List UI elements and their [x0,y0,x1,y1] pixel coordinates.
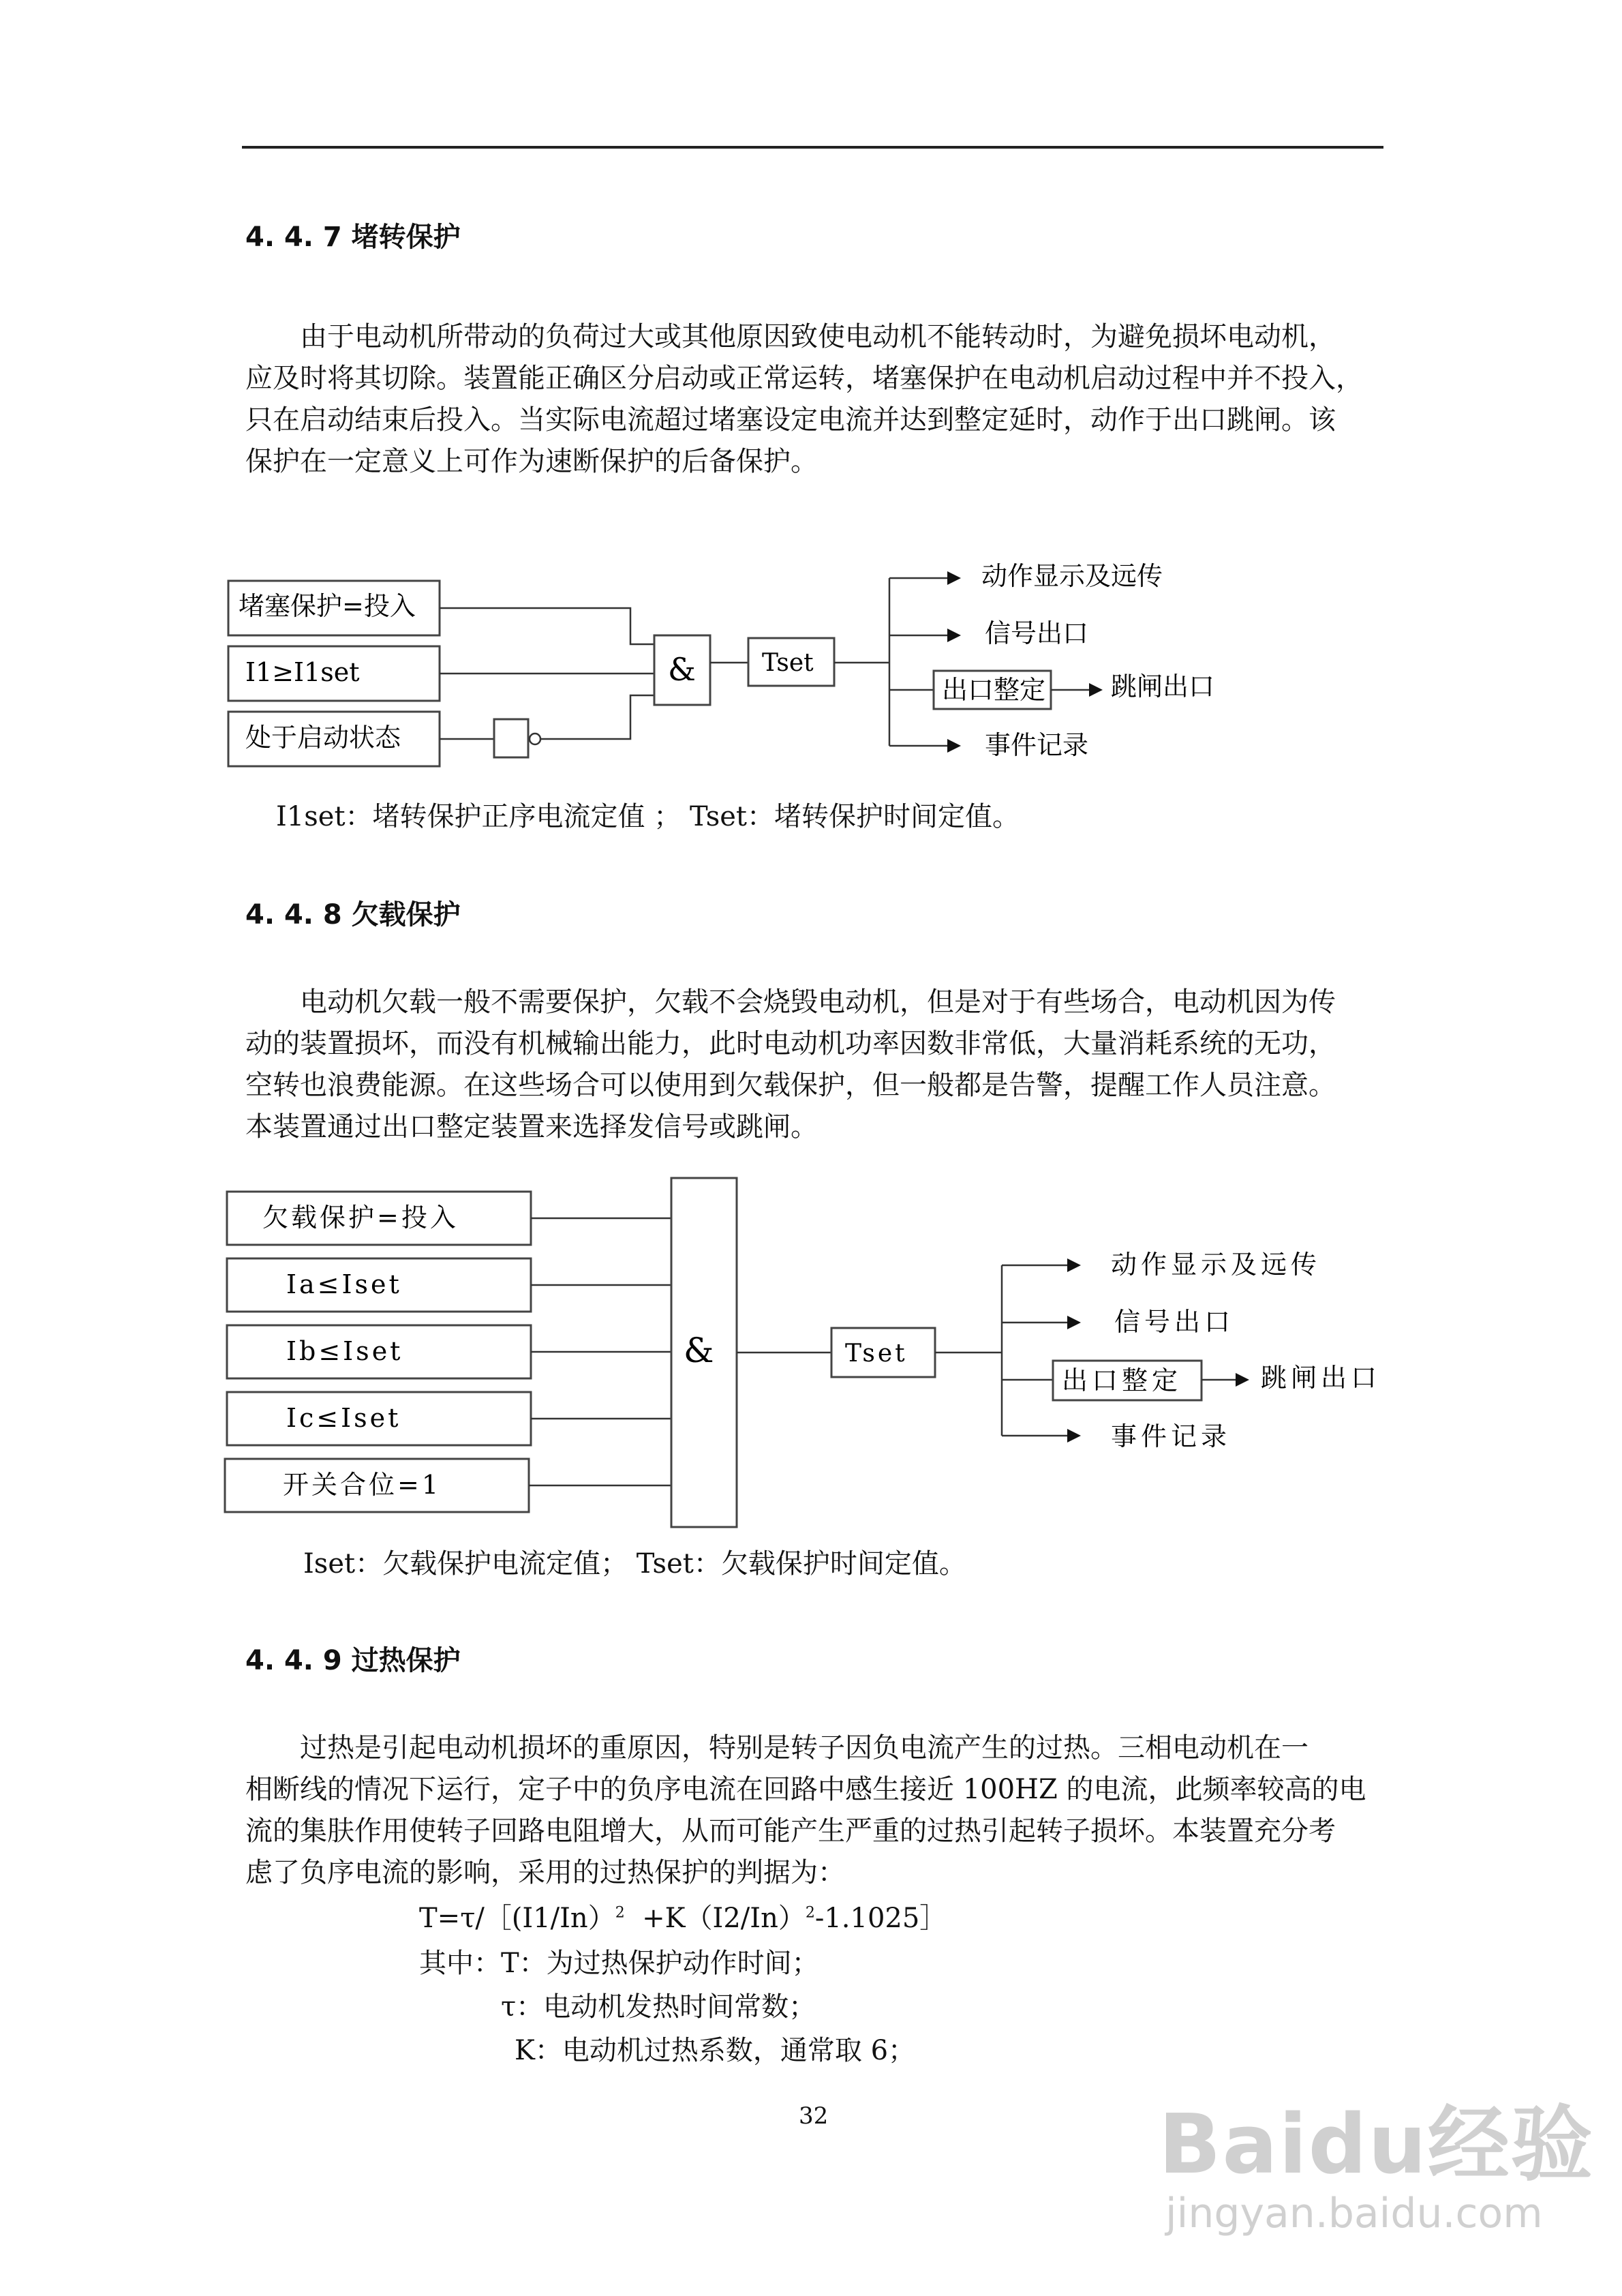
arrow [1067,1258,1081,1272]
arrow [947,571,961,585]
definition-line: τ：电动机发热时间常数； [501,1991,816,2023]
formula-part: -1.1025］ [814,1903,947,1934]
not-gate [494,719,528,757]
paragraph-448 [245,982,1390,1148]
not-bubble [530,734,540,744]
arrow [947,629,961,642]
timer-label: Tset [762,649,814,677]
diagram-447 [228,561,1214,766]
formula-part: +K（I2/In） [642,1903,806,1934]
para-line: 应及时将其切除。装置能正确区分启动或正常运转，堵塞保护在电动机启动过程中并不投入， [245,363,1363,394]
formula-part: T=τ/［(I1/In） [419,1903,615,1934]
arrow [1067,1316,1081,1329]
output-label: 事件记录 [985,730,1089,760]
formula-exponent: 2 [615,1904,625,1922]
output-label: 跳闸出口 [1261,1363,1381,1393]
note-447: I1set：堵转保护正序电流定值 ； Tset：堵转保护时间定值。 [276,801,1020,832]
para-line: 由于电动机所带动的负荷过大或其他原因致使电动机不能转动时，为避免损坏电动机， [300,321,1336,352]
diagram-448 [225,1178,1381,1527]
wire [540,695,654,739]
para-line: 只在启动结束后投入。当实际电流超过堵塞设定电流并达到整定延时，动作于出口跳闸。该 [245,404,1336,436]
para-line: 流的集肤作用使转子回路电阻增大，从而可能产生严重的过热引起转子损坏。本装置充分考 [245,1815,1336,1847]
arrow [1067,1429,1081,1442]
input-label: 开关合位=1 [283,1470,442,1500]
para-line: 相断线的情况下运行，定子中的负序电流在回路中感生接近 100HZ 的电流，此频率较高的电 [245,1774,1366,1805]
formula-exponent: 2 [805,1904,815,1922]
output-label: 出口整定 [942,675,1046,705]
para-line: 虑了负序电流的影响，采用的过热保护的判据为： [245,1857,845,1888]
page-number: 32 [799,2102,829,2130]
input-label: 处于启动状态 [245,723,401,753]
para-line: 过热是引起电动机损坏的重原因，特别是转子因负电流产生的过热。三相电动机在一 [300,1732,1309,1764]
timer-label: Tset [845,1340,908,1368]
section-heading-447: 4. 4. 7 堵转保护 [245,222,461,253]
arrow [1236,1373,1249,1387]
and-gate-label: & [684,1331,714,1370]
para-line: 动的装置损坏，而没有机械输出能力，此时电动机功率因数非常低，大量消耗系统的无功， [245,1028,1336,1059]
formula [419,1897,947,1935]
para-line: 本装置通过出口整定装置来选择发信号或跳闸。 [245,1111,818,1143]
wire [440,608,654,644]
output-label: 动作显示及远传 [981,561,1163,591]
para-line: 电动机欠载一般不需要保护，欠载不会烧毁电动机，但是对于有些场合，电动机因为传 [300,986,1336,1018]
watermark-url: jingyan.baidu.com [1165,2190,1543,2237]
input-label: Ic≤Iset [286,1403,401,1433]
output-label: 事件记录 [1111,1421,1231,1451]
arrow [947,739,961,753]
output-label: 信号出口 [985,618,1089,648]
input-label: Ia≤Iset [286,1269,402,1299]
output-label: 出口整定 [1062,1365,1182,1395]
section-heading-449: 4. 4. 9 过热保护 [245,1645,461,1676]
output-label: 动作显示及远传 [1111,1250,1321,1280]
input-label: 堵塞保护=投入 [239,591,416,621]
para-line: 空转也浪费能源。在这些场合可以使用到欠载保护，但一般都是告警，提醒工作人员注意。 [245,1070,1336,1101]
input-label: I1≥I1set [245,657,360,687]
output-label: 信号出口 [1114,1307,1235,1337]
arrow [1089,683,1103,697]
and-gate-label: & [668,651,696,688]
output-label: 跳闸出口 [1111,671,1215,701]
section-heading-448: 4. 4. 8 欠载保护 [245,899,461,931]
watermark-logo: Baidu经验 [1159,2098,1594,2192]
input-label: 欠载保护=投入 [262,1203,459,1233]
definition-line: K：电动机过热系数，通常取 6； [515,2035,916,2066]
definition-line: 其中：T：为过热保护动作时间； [419,1948,819,1979]
input-label: Ib≤Iset [286,1336,403,1366]
paragraph-449 [245,1727,1390,1894]
para-line: 保护在一定意义上可作为速断保护的后备保护。 [245,446,818,477]
note-448: Iset：欠载保护电流定值； Tset：欠载保护时间定值。 [303,1548,966,1580]
watermark [1159,2079,1594,2237]
